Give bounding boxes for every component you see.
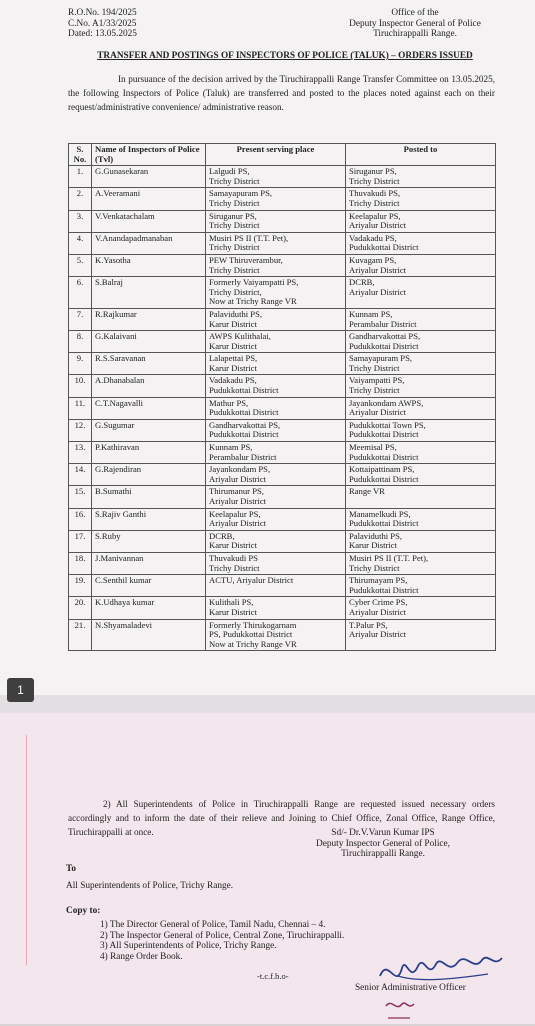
- present-place-cell: AWPS Kulithalai, Karur District: [206, 331, 346, 353]
- table-row: [69, 188, 496, 210]
- to-recipient: All Superintendents of Police, Trichy Range.: [66, 881, 234, 891]
- table-row: [69, 464, 496, 486]
- posted-to-cell: Musiri PS II (T.T. Pet), Trichy District: [346, 552, 496, 574]
- serial-number-cell: 18.: [69, 552, 92, 574]
- present-place-cell: Mathur PS, Pudukkottai District: [206, 397, 346, 419]
- serial-number-cell: 14.: [69, 464, 92, 486]
- transfer-table: [68, 143, 496, 651]
- posted-to-cell: DCRB, Ariyalur District: [346, 277, 496, 309]
- table-row: [69, 166, 496, 188]
- inspector-name-cell: A.Dhanabalan: [92, 375, 206, 397]
- inspector-name-cell: S.Ruby: [92, 530, 206, 552]
- table-row: [69, 619, 496, 651]
- inspector-name-cell: G.Rajendiran: [92, 464, 206, 486]
- copy-item: 2) The Inspector General of Police, Central Zone, Tiruchirappalli.: [100, 930, 345, 941]
- inspector-name-cell: G.Gunasekaran: [92, 166, 206, 188]
- table-row: [69, 597, 496, 619]
- serial-number-cell: 1.: [69, 166, 92, 188]
- present-place-cell: ACTU, Ariyalur District: [206, 575, 346, 597]
- header-present-place: Present serving place: [206, 144, 346, 166]
- present-place-cell: Formerly Vaiyampatti PS, Trichy District, Now at Trichy Range VR: [206, 277, 346, 309]
- signatory-name: Sd/- Dr.V.Varun Kumar IPS: [331, 828, 435, 838]
- present-place-cell: Musiri PS II (T.T. Pet), Trichy District: [206, 232, 346, 254]
- table-row: [69, 375, 496, 397]
- inspector-name-cell: S.Balraj: [92, 277, 206, 309]
- table-row: [69, 419, 496, 441]
- header-name: Name of Inspectors of Police (Tvl): [92, 144, 206, 166]
- table-row: [69, 486, 496, 508]
- copy-to-label: Copy to:: [66, 906, 101, 916]
- serial-number-cell: 11.: [69, 397, 92, 419]
- signatory-office: Tiruchirappalli Range.: [341, 849, 425, 859]
- inspector-name-cell: G.Sugumar: [92, 419, 206, 441]
- present-place-cell: Thirumanur PS, Ariyalur District: [206, 486, 346, 508]
- page-number-badge[interactable]: 1: [7, 678, 34, 702]
- table-row: [69, 397, 496, 419]
- serial-number-cell: 16.: [69, 508, 92, 530]
- reference-block: [68, 8, 137, 40]
- posted-to-cell: T.Palur PS, Ariyalur District: [346, 619, 496, 651]
- office-line: Deputy Inspector General of Police: [349, 18, 481, 29]
- table-row: [69, 254, 496, 276]
- copy-item: 4) Range Order Book.: [100, 951, 183, 962]
- present-place-cell: Formerly Thirukogarnam PS, Pudukkottai District Now at Trichy Range VR: [206, 619, 346, 651]
- posted-to-cell: Range VR: [346, 486, 496, 508]
- serial-number-cell: 12.: [69, 419, 92, 441]
- serial-number-cell: 17.: [69, 530, 92, 552]
- inspector-name-cell: R.Rajkumar: [92, 308, 206, 330]
- inspector-name-cell: C.T.Nagavalli: [92, 397, 206, 419]
- table-row: [69, 331, 496, 353]
- ro-number: R.O.No. 194/2025: [68, 8, 137, 18]
- posted-to-cell: Cyber Crime PS, Ariyalur District: [346, 597, 496, 619]
- serial-number-cell: 15.: [69, 486, 92, 508]
- inspector-name-cell: G.Kalaivani: [92, 331, 206, 353]
- serial-number-cell: 21.: [69, 619, 92, 651]
- posted-to-cell: Siruganur PS, Trichy District: [346, 166, 496, 188]
- table-row: [69, 308, 496, 330]
- tcfbo-mark: -t.c.f.b.o-: [257, 971, 289, 981]
- serial-number-cell: 5.: [69, 254, 92, 276]
- serial-number-cell: 7.: [69, 308, 92, 330]
- present-place-cell: Thuvakudi PS Trichy District: [206, 552, 346, 574]
- header-sno: S. No.: [69, 144, 92, 166]
- serial-number-cell: 3.: [69, 210, 92, 232]
- inspector-name-cell: A.Veeramani: [92, 188, 206, 210]
- table-row: [69, 508, 496, 530]
- present-place-cell: Gandharvakottai PS, Pudukkottai District: [206, 419, 346, 441]
- inspector-name-cell: B.Sumathi: [92, 486, 206, 508]
- table-row: [69, 353, 496, 375]
- intro-paragraph: [68, 72, 495, 115]
- order-title: TRANSFER AND POSTINGS OF INSPECTORS OF POLICE (TALUK) – ORDERS ISSUED: [97, 51, 473, 61]
- posted-to-cell: Thuvakudi PS, Trichy District: [346, 188, 496, 210]
- present-place-cell: Lalgudi PS, Trichy District: [206, 166, 346, 188]
- signature-block: [283, 828, 483, 860]
- posted-to-cell: Kottaipattinam PS, Pudukkottai District: [346, 464, 496, 486]
- inspector-name-cell: K.Udhaya kumar: [92, 597, 206, 619]
- posted-to-cell: Palaviduthi PS, Karur District: [346, 530, 496, 552]
- posted-to-cell: Thirumayam PS, Pudukkottai District: [346, 575, 496, 597]
- table-row: [69, 442, 496, 464]
- inspector-name-cell: N.Shyamaladevi: [92, 619, 206, 651]
- serial-number-cell: 9.: [69, 353, 92, 375]
- posted-to-cell: Meemisal PS, Pudukkottai District: [346, 442, 496, 464]
- inspector-name-cell: C.Senthil kumar: [92, 575, 206, 597]
- present-place-cell: Siruganur PS, Trichy District: [206, 210, 346, 232]
- table-row: [69, 232, 496, 254]
- serial-number-cell: 2.: [69, 188, 92, 210]
- table-row: [69, 552, 496, 574]
- posted-to-cell: Keelapalur PS, Ariyalur District: [346, 210, 496, 232]
- inspector-name-cell: V.Anandapadmanaban: [92, 232, 206, 254]
- present-place-cell: Palaviduthi PS, Karur District: [206, 308, 346, 330]
- table-header-row: [69, 144, 496, 166]
- present-place-cell: Samayapuram PS, Trichy District: [206, 188, 346, 210]
- inspector-name-cell: V.Venkatachalam: [92, 210, 206, 232]
- serial-number-cell: 20.: [69, 597, 92, 619]
- posted-to-cell: Manamelkudi PS, Pudukkottai District: [346, 508, 496, 530]
- present-place-cell: DCRB, Karur District: [206, 530, 346, 552]
- present-place-cell: Vadakadu PS, Pudukkottai District: [206, 375, 346, 397]
- inspector-name-cell: R.S.Saravanan: [92, 353, 206, 375]
- office-block: [320, 8, 510, 40]
- office-line: Tiruchirappalli Range.: [373, 29, 457, 39]
- serial-number-cell: 8.: [69, 331, 92, 353]
- posted-to-cell: Gandharvakottai PS, Pudukkottai District: [346, 331, 496, 353]
- posted-to-cell: Jayankondam AWPS, Ariyalur District: [346, 397, 496, 419]
- inspector-name-cell: K.Yasotha: [92, 254, 206, 276]
- serial-number-cell: 13.: [69, 442, 92, 464]
- table-row: [69, 530, 496, 552]
- c-number: C.No. A1/33/2025: [68, 18, 137, 29]
- posted-to-cell: Samayapuram PS, Trichy District: [346, 353, 496, 375]
- officer-designation: Senior Administrative Officer: [355, 983, 466, 993]
- serial-number-cell: 19.: [69, 575, 92, 597]
- table-row: [69, 277, 496, 309]
- instruction-text: 2) All Superintendents of Police in Tiruchirappalli Range are requested issued necessary orders accordingly and to inform the date of their relieve and Joining to Chief Office, Zonal Office, Range Office, Tiruchirappalli at once.: [68, 799, 495, 837]
- present-place-cell: Jayankondam PS, Ariyalur District: [206, 464, 346, 486]
- order-date: Dated: 13.05.2025: [68, 29, 137, 39]
- posted-to-cell: Kunnam PS, Perambalur District: [346, 308, 496, 330]
- table-row: [69, 210, 496, 232]
- office-line: Office of the: [391, 8, 439, 18]
- present-place-cell: Lalapettai PS, Karur District: [206, 353, 346, 375]
- intro-text: In pursuance of the decision arrived by the Tiruchirappalli Range Transfer Committee on 13.05.2025, the following Inspectors of Police (Taluk) are transferred and posted to the places noted against each on their request/administrative convenience/ administrative reason.: [68, 74, 495, 113]
- present-place-cell: Keelapalur PS, Ariyalur District: [206, 508, 346, 530]
- header-posted-to: Posted to: [346, 144, 496, 166]
- signatory-designation: Deputy Inspector General of Police,: [316, 838, 450, 849]
- copy-to-list: [100, 920, 344, 962]
- present-place-cell: Kulithali PS, Karur District: [206, 597, 346, 619]
- posted-to-cell: Vadakadu PS, Pudukkottai District: [346, 232, 496, 254]
- margin-line: [26, 735, 27, 965]
- to-label: To: [66, 864, 76, 874]
- page-gap: [0, 695, 535, 713]
- serial-number-cell: 4.: [69, 232, 92, 254]
- posted-to-cell: Vaiyampatti PS, Trichy District: [346, 375, 496, 397]
- present-place-cell: Kunnam PS, Perambalur District: [206, 442, 346, 464]
- inspector-name-cell: J.Manivannan: [92, 552, 206, 574]
- posted-to-cell: Kuvagam PS, Ariyalur District: [346, 254, 496, 276]
- present-place-cell: PEW Thiruverambur, Trichy District: [206, 254, 346, 276]
- serial-number-cell: 6.: [69, 277, 92, 309]
- inspector-name-cell: P.Kathiravan: [92, 442, 206, 464]
- copy-item: 3) All Superintendents of Police, Trichy Range.: [100, 941, 277, 952]
- table-row: [69, 575, 496, 597]
- inspector-name-cell: S.Rajiv Ganthi: [92, 508, 206, 530]
- posted-to-cell: Pudukkottai Town PS, Pudukkottai District: [346, 419, 496, 441]
- copy-item: 1) The Director General of Police, Tamil Nadu, Chennai – 4.: [100, 920, 326, 930]
- serial-number-cell: 10.: [69, 375, 92, 397]
